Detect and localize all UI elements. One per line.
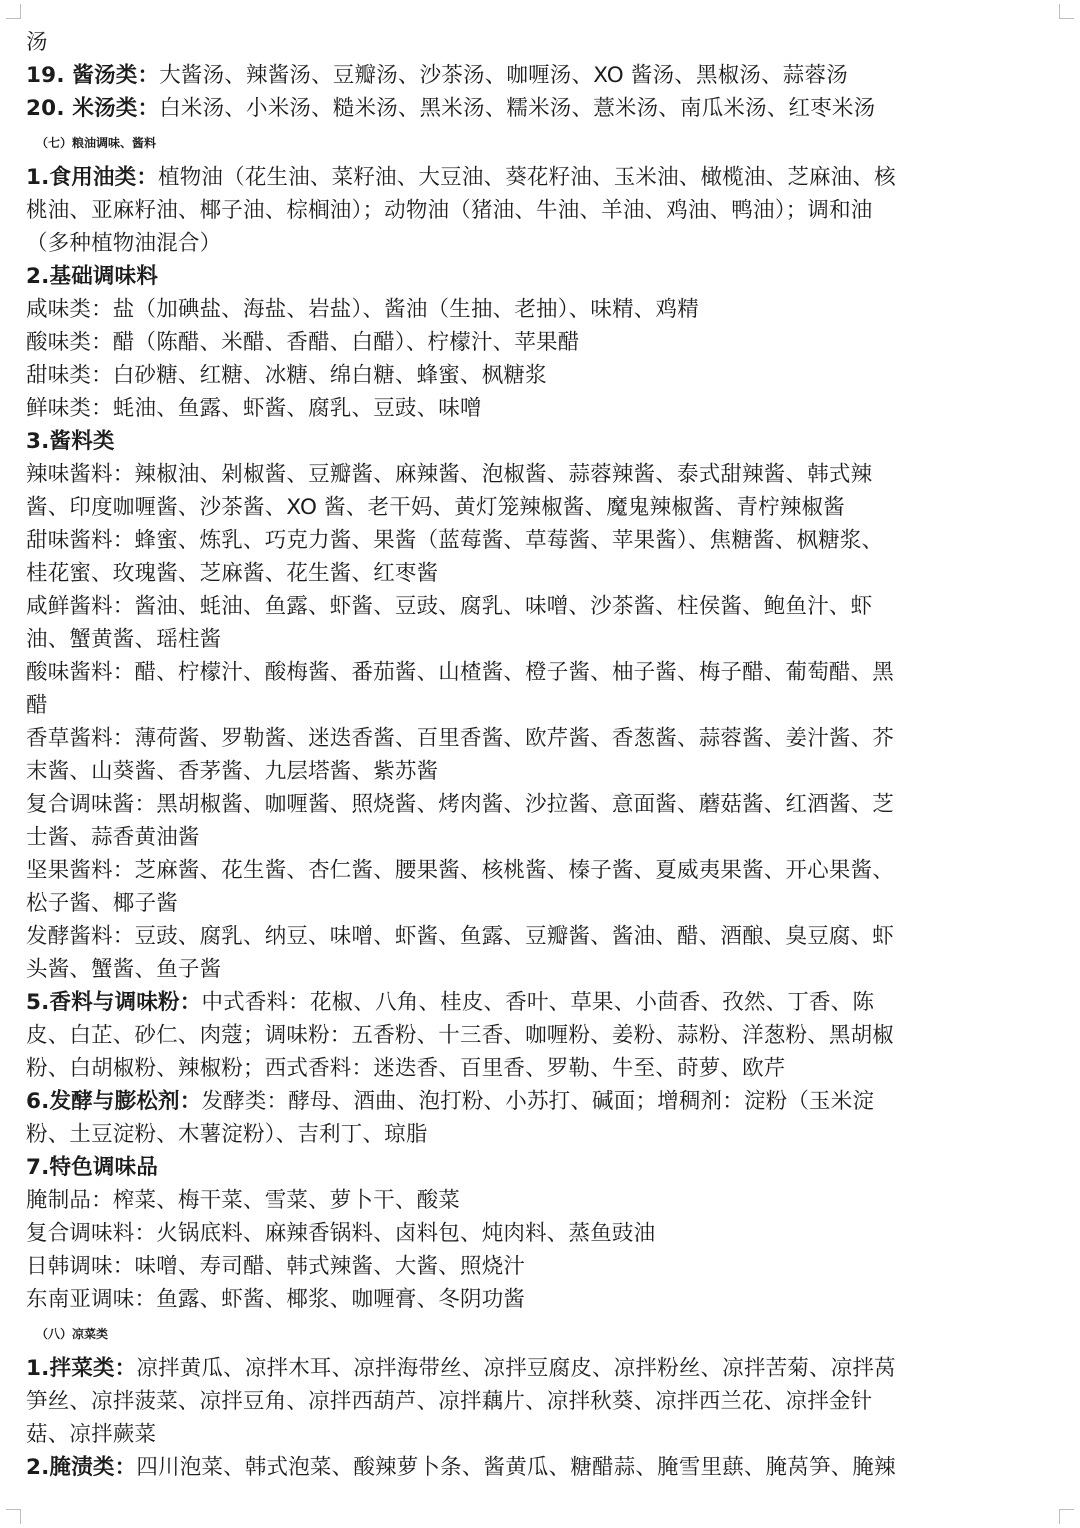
item-text: 大酱汤、辣酱汤、豆瓣汤、沙茶汤、咖喱汤、XO 酱汤、黑椒汤、蒜蓉汤 (159, 63, 848, 88)
item-text: 末酱、山葵酱、香茅酱、九层塔酱、紫苏酱 (26, 759, 439, 784)
category-label: 7.特色调味品 (26, 1155, 159, 1180)
text-line (26, 524, 1048, 557)
item-text: 菇、凉拌蕨菜 (26, 1422, 157, 1447)
text-line (26, 1250, 1048, 1283)
category-label: 5.香料与调味粉： (26, 990, 202, 1015)
text-line (26, 359, 1048, 392)
item-text: 油、蟹黄酱、瑶柱酱 (26, 627, 222, 652)
text-line (26, 425, 1048, 458)
text-line (26, 1217, 1048, 1250)
text-line (26, 854, 1048, 887)
item-text: 白米汤、小米汤、糙米汤、黑米汤、糯米汤、薏米汤、南瓜米汤、红枣米汤 (159, 96, 876, 121)
crop-mark-bottom-right (1059, 1509, 1074, 1524)
text-line (26, 557, 1048, 590)
text-line (26, 194, 1048, 227)
text-line (26, 326, 1048, 359)
category-label: 19. 酱汤类： (26, 63, 160, 88)
item-text: 甜味类：白砂糖、红糖、冰糖、绵白糖、蜂蜜、枫糖浆 (26, 363, 547, 388)
text-line (26, 26, 1048, 59)
item-text: 皮、白芷、砂仁、肉蔻；调味粉：五香粉、十三香、咖喱粉、姜粉、蒜粉、洋葱粉、黑胡椒 (26, 1023, 895, 1048)
crop-mark-top-right (1059, 4, 1074, 19)
item-text: 甜味酱料：蜂蜜、炼乳、巧克力酱、果酱（蓝莓酱、草莓酱、苹果酱）、焦糖酱、枫糖浆、 (26, 528, 884, 553)
crop-mark-top-left (6, 4, 21, 19)
text-line (26, 689, 1048, 722)
item-text: 汤 (26, 30, 48, 55)
item-text: 中式香料：花椒、八角、桂皮、香叶、草果、小茴香、孜然、丁香、陈 (201, 990, 875, 1015)
category-label: 1.拌菜类： (26, 1356, 137, 1381)
text-line (26, 92, 1048, 125)
item-text: 凉拌黄瓜、凉拌木耳、凉拌海带丝、凉拌豆腐皮、凉拌粉丝、凉拌苦菊、凉拌莴 (136, 1356, 896, 1381)
text-line (26, 1052, 1048, 1085)
item-text: 酸味类：醋（陈醋、米醋、香醋、白醋）、柠檬汁、苹果醋 (26, 330, 580, 355)
category-label: 20. 米汤类： (26, 96, 160, 121)
text-line (26, 755, 1048, 788)
category-label: 6.发酵与膨松剂： (26, 1089, 202, 1114)
item-text: 酱、印度咖喱酱、沙茶酱、XO 酱、老干妈、黄灯笼辣椒酱、魔鬼辣椒酱、青柠辣椒酱 (26, 495, 845, 520)
item-text: 粉、白胡椒粉、辣椒粉；西式香料：迷迭香、百里香、罗勒、牛至、莳萝、欧芹 (26, 1056, 786, 1081)
item-text: 四川泡菜、韩式泡菜、酸辣萝卜条、酱黄瓜、糖醋蒜、腌雪里蕻、腌莴笋、腌辣 (136, 1455, 896, 1480)
text-line (26, 722, 1048, 755)
text-line (26, 986, 1048, 1019)
text-line (26, 1019, 1048, 1052)
text-line (26, 1151, 1048, 1184)
text-line (26, 920, 1048, 953)
item-text: 桃油、亚麻籽油、椰子油、棕榈油）；动物油（猪油、牛油、羊油、鸡油、鸭油）；调和油 (26, 198, 873, 223)
text-line (26, 788, 1048, 821)
section-heading: （七）粮油调味、酱料 (36, 136, 157, 150)
item-text: 士酱、蒜香黄油酱 (26, 825, 200, 850)
item-text: 复合调味料：火锅底料、麻辣香锅料、卤料包、炖肉料、蒸鱼豉油 (26, 1221, 656, 1246)
item-text: 笋丝、凉拌菠菜、凉拌豆角、凉拌西葫芦、凉拌藕片、凉拌秋葵、凉拌西兰花、凉拌金针 (26, 1389, 873, 1414)
text-line (26, 59, 1048, 92)
text-line (26, 1118, 1048, 1151)
text-line (26, 293, 1048, 326)
item-text: 头酱、蟹酱、鱼子酱 (26, 957, 222, 982)
item-text: 香草酱料：薄荷酱、罗勒酱、迷迭香酱、百里香酱、欧芹酱、香葱酱、蒜蓉酱、姜汁酱、芥 (26, 726, 895, 751)
item-text: 坚果酱料：芝麻酱、花生酱、杏仁酱、腰果酱、核桃酱、榛子酱、夏威夷果酱、开心果酱、 (26, 858, 895, 883)
section-heading: （八）凉菜类 (36, 1327, 109, 1341)
category-label: 1.食用油类： (26, 165, 159, 190)
item-text: 咸鲜酱料：酱油、蚝油、鱼露、虾酱、豆豉、腐乳、味噌、沙茶酱、柱侯酱、鲍鱼汁、虾 (26, 594, 873, 619)
text-line (26, 227, 1048, 260)
text-line (26, 887, 1048, 920)
category-label: 3.酱料类 (26, 429, 115, 454)
document-page (26, 26, 1048, 1484)
text-line (26, 260, 1048, 293)
text-line (26, 161, 1048, 194)
item-text: （多种植物油混合） (26, 231, 222, 256)
text-line (26, 1283, 1048, 1316)
text-line (26, 1085, 1048, 1118)
item-text: 酸味酱料：醋、柠檬汁、酸梅酱、番茄酱、山楂酱、橙子酱、柚子酱、梅子醋、葡萄醋、黑 (26, 660, 895, 685)
text-line (26, 491, 1048, 524)
text-line (26, 1418, 1048, 1451)
text-line (26, 590, 1048, 623)
category-label: 2.腌渍类： (26, 1455, 137, 1480)
text-line (26, 656, 1048, 689)
item-text: 松子酱、椰子酱 (26, 891, 178, 916)
text-line (26, 953, 1048, 986)
item-text: 发酵类：酵母、酒曲、泡打粉、小苏打、碱面；增稠剂：淀粉（玉米淀 (201, 1089, 875, 1114)
text-line (26, 821, 1048, 854)
crop-mark-bottom-left (6, 1509, 21, 1524)
item-text: 东南亚调味：鱼露、虾酱、椰浆、咖喱膏、冬阴功酱 (26, 1287, 526, 1312)
text-line (26, 1451, 1048, 1484)
text-line (26, 1184, 1048, 1217)
item-text: 日韩调味：味噌、寿司醋、韩式辣酱、大酱、照烧汁 (26, 1254, 526, 1279)
item-text: 粉、土豆淀粉、木薯淀粉）、吉利丁、琼脂 (26, 1122, 428, 1147)
category-label: 2.基础调味料 (26, 264, 159, 289)
item-text: 醋 (26, 693, 48, 718)
text-line (26, 392, 1048, 425)
item-text: 桂花蜜、玫瑰酱、芝麻酱、花生酱、红枣酱 (26, 561, 439, 586)
text-line (26, 623, 1048, 656)
item-text: 发酵酱料：豆豉、腐乳、纳豆、味噌、虾酱、鱼露、豆瓣酱、酱油、醋、酒酿、臭豆腐、虾 (26, 924, 895, 949)
item-text: 鲜味类：蚝油、鱼露、虾酱、腐乳、豆豉、味噌 (26, 396, 482, 421)
item-text: 辣味酱料：辣椒油、剁椒酱、豆瓣酱、麻辣酱、泡椒酱、蒜蓉辣酱、泰式甜辣酱、韩式辣 (26, 462, 873, 487)
item-text: 植物油（花生油、菜籽油、大豆油、葵花籽油、玉米油、橄榄油、芝麻油、核 (158, 165, 896, 190)
text-line (26, 458, 1048, 491)
item-text: 腌制品：榨菜、梅干菜、雪菜、萝卜干、酸菜 (26, 1188, 461, 1213)
text-line (26, 1385, 1048, 1418)
item-text: 复合调味酱：黑胡椒酱、咖喱酱、照烧酱、烤肉酱、沙拉酱、意面酱、蘑菇酱、红酒酱、芝 (26, 792, 895, 817)
item-text: 咸味类：盐（加碘盐、海盐、岩盐）、酱油（生抽、老抽）、味精、鸡精 (26, 297, 699, 322)
text-line (26, 1352, 1048, 1385)
